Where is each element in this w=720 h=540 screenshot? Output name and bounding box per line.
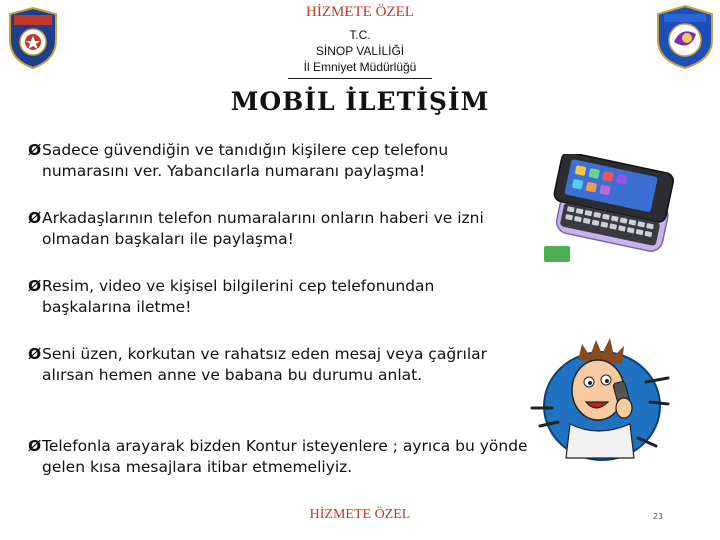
bullet-item: [28, 208, 528, 250]
arrow-bullet-icon: Ø: [28, 437, 42, 455]
classification-label-top: HİZMETE ÖZEL: [306, 4, 414, 20]
bullet-text: Sadece güvendiğin ve tanıdığın kişilere cep telefonu numarasını ver. Yabancılarla numaranı paylaşma!: [42, 141, 449, 180]
mobile-phone-icon: [540, 154, 680, 266]
person-on-phone-icon: [530, 338, 670, 464]
header-divider: [288, 78, 432, 79]
arrow-bullet-icon: Ø: [28, 209, 42, 227]
page-title: MOBİL İLETİŞİM: [230, 87, 490, 116]
arrow-bullet-icon: Ø: [28, 277, 42, 295]
bullet-item: [28, 276, 528, 318]
bullet-item: [28, 344, 528, 386]
bullet-text: Resim, video ve kişisel bilgilerini cep telefonundan başkalarına iletme!: [42, 277, 435, 316]
arrow-bullet-icon: Ø: [28, 141, 42, 159]
classification-label-footer: HİZMETE ÖZEL: [309, 507, 411, 522]
header-line-governorship: SİNOP VALİLİĞİ: [315, 44, 405, 58]
arrow-bullet-icon: Ø: [28, 345, 42, 363]
bullet-text: Arkadaşlarının telefon numaralarını onların haberi ve izni olmadan başkaları ile paylaşma!: [42, 209, 484, 248]
header-line-department: İl Emniyet Müdürlüğü: [303, 60, 417, 74]
bullet-text: Telefonla arayarak bizden Kontur isteyenlere ; ayrıca bu yönde gelen kısa mesajlara itibar etmemeliyiz.: [42, 437, 528, 476]
page-number: 23: [652, 512, 664, 521]
bullet-item: [28, 140, 528, 182]
header-line-tc: T.C.: [349, 28, 371, 42]
bullet-item: [28, 436, 528, 478]
bullet-text: Seni üzen, korkutan ve rahatsız eden mesaj veya çağrılar alırsan hemen anne ve babana bu durumu anlat.: [42, 345, 488, 384]
